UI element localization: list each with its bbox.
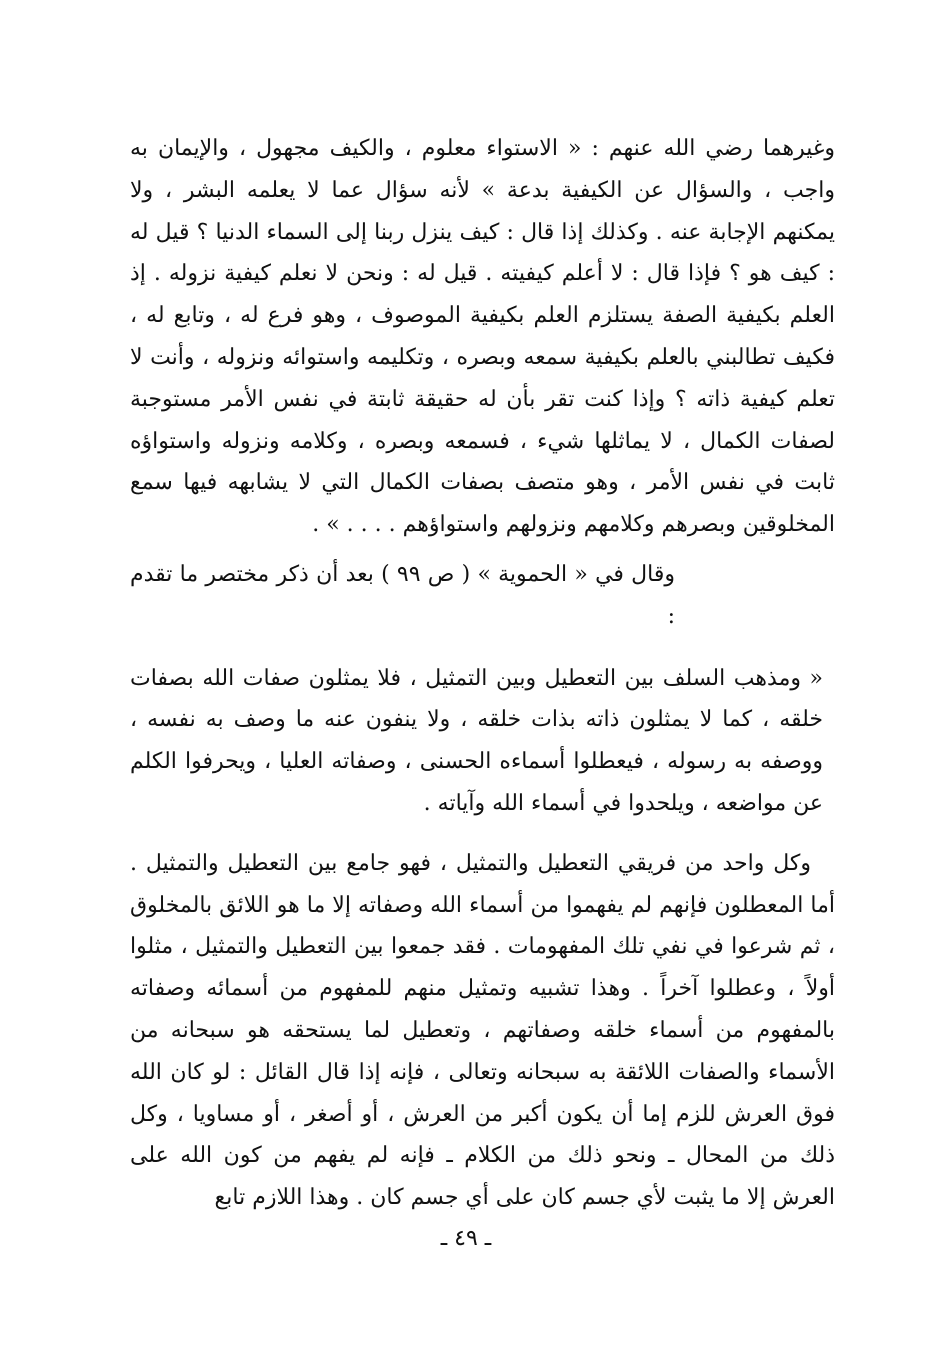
- paragraph-4: وكل واحد من فريقي التعطيل والتمثيل ، فهو جامع بين التعطيل والتمثيل . أما المعطلون فإنهم لم يفهموا من أسماء الله وصفاته إلا ما هو اللائق بالمخلوق ، ثم شرعوا في نفي تلك المفهومات . فقد جمعوا بين التعطيل والتمثيل ، مثلوا أولاً ، وعطلوا آخراً . وهذا تشبيه وتمثيل منهم للمفهوم من أسمائه وصفاته بالمفهوم من أسماء خلقه وصفاتهم ، وتعطيل لما يستحقه هو سبحانه من الأسماء والصفات اللائقة به سبحانه وتعالى ، فإنه إذا قال القائل : لو كان الله فوق العرش للزم إما أن يكون أكبر من العرش ، أو أصغر ، أو مساويا ، وكل ذلك من المحال ـ ونحو ذلك من الكلام ـ فإنه لم يفهم من كون الله على العرش إلا ما يثبت لأي جسم كان على أي جسم كان . وهذا اللازم تابع: [130, 850, 835, 1211]
- paragraph-3-quote: « ومذهب السلف بين التعطيل وبين التمثيل ، فلا يمثلون صفات الله بصفات خلقه ، كما لا يمثلون ذاته بذات خلقه ، ولا ينفون عنه ما وصف به نفسه ، ووصفه به رسوله ، فيعطلوا أسماءه الحسنى ، وصفاته العليا ، ويحرفوا الكلم عن مواضعه ، ويلحدوا في أسماء الله وآياته .: [130, 665, 823, 816]
- page-body: [130, 128, 835, 1219]
- paragraph-2-citation: وقال في « الحموية » ( ص ٩٩ ) بعد أن ذكر مختصر ما تقدم :: [130, 561, 675, 629]
- paragraph-1: وغيرهما رضي الله عنهم : « الاستواء معلوم ، والكيف مجهول ، والإيمان به واجب ، والسؤال عن الكيفية بدعة » لأنه سؤال عما لا يعلمه البشر ، ولا يمكنهم الإجابة عنه . وكذلك إذا قال : كيف ينزل ربنا إلى السماء الدنيا ؟ قيل له : كيف هو ؟ فإذا قال : لا أعلم كيفيته . قيل له : ونحن لا نعلم كيفية نزوله . إذ العلم بكيفية الصفة يستلزم العلم بكيفية الموصوف ، وهو فرع له ، وتابع له ، فكيف تطالبني بالعلم بكيفية سمعه وبصره ، وتكليمه واستوائه ونزوله ، وأنت لا تعلم كيفية ذاته ؟ وإذا كنت تقر بأن له حقيقة ثابتة في نفس الأمر مستوجبة لصفات الكمال ، لا يماثلها شيء ، فسمعه وبصره ، وكلامه ونزوله واستواؤه ثابت في نفس الأمر ، وهو متصف بصفات الكمال التي لا يشابهه فيها سمع المخلوقين وبصرهم وكلامهم ونزولهم واستواؤهم . . . . » .: [130, 136, 835, 538]
- page-number: ـ ٤٩ ـ: [440, 1226, 492, 1251]
